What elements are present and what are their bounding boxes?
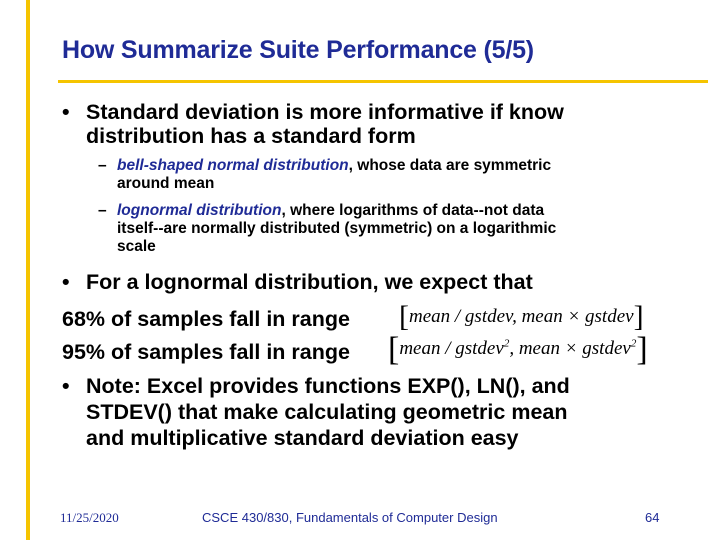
- dash-glyph: –: [98, 202, 107, 219]
- bullet-glyph: •: [62, 100, 70, 124]
- bullet-text-line1: Standard deviation is more informative if know: [86, 100, 564, 124]
- subbullet-text-line2: itself--are normally distributed (symmetric) on a logarithmic: [117, 220, 557, 237]
- range-95-formula: [mean / gstdev$^2$, mean × gstdev$^2$]: [388, 331, 648, 368]
- range-68-text: 68% of samples fall in range: [62, 307, 350, 331]
- bullet-text-line2: distribution has a standard form: [86, 124, 416, 148]
- term-normal-distribution: bell-shaped normal distribution: [117, 157, 349, 174]
- footer-date: 11/25/2020: [60, 510, 119, 525]
- formula-left: mean / gstdev: [409, 306, 513, 327]
- bullet-text: For a lognormal distribution, we expect that: [86, 270, 533, 294]
- formula-exponent: 2: [630, 337, 637, 350]
- bullet-glyph: •: [62, 270, 70, 294]
- subbullet-text: , where logarithms of data--not data: [281, 202, 545, 219]
- footer-course: CSCE 430/830, Fundamentals of Computer Design: [202, 510, 498, 525]
- formula-exponent: 2: [503, 337, 510, 350]
- formula-left: mean / gstdev: [399, 338, 504, 359]
- formula-right: mean × gstdev: [521, 306, 634, 327]
- subbullet-text: , whose data are symmetric: [348, 157, 552, 174]
- bullet-text-line3: and multiplicative standard deviation easy: [86, 426, 519, 450]
- term-lognormal-distribution: lognormal distribution: [117, 202, 282, 219]
- formula-right: mean × gstdev: [518, 338, 631, 359]
- range-95-text: 95% of samples fall in range: [62, 340, 350, 364]
- slide-title: How Summarize Suite Performance (5/5): [62, 36, 534, 64]
- bullet-glyph: •: [62, 374, 70, 398]
- accent-vertical-rule: [26, 0, 30, 540]
- dash-glyph: –: [98, 157, 107, 174]
- title-underline-rule: [58, 80, 708, 83]
- subbullet-text-line2: around mean: [117, 175, 215, 192]
- range-68-formula: [mean / gstdev, mean × gstdev]: [399, 300, 644, 333]
- subbullet-text-line3: scale: [117, 238, 156, 255]
- bullet-text-line2: STDEV() that make calculating geometric mean: [86, 400, 568, 424]
- bullet-text-line1: Note: Excel provides functions EXP(), LN(), and: [86, 374, 570, 398]
- footer-page-number: 64: [645, 510, 660, 525]
